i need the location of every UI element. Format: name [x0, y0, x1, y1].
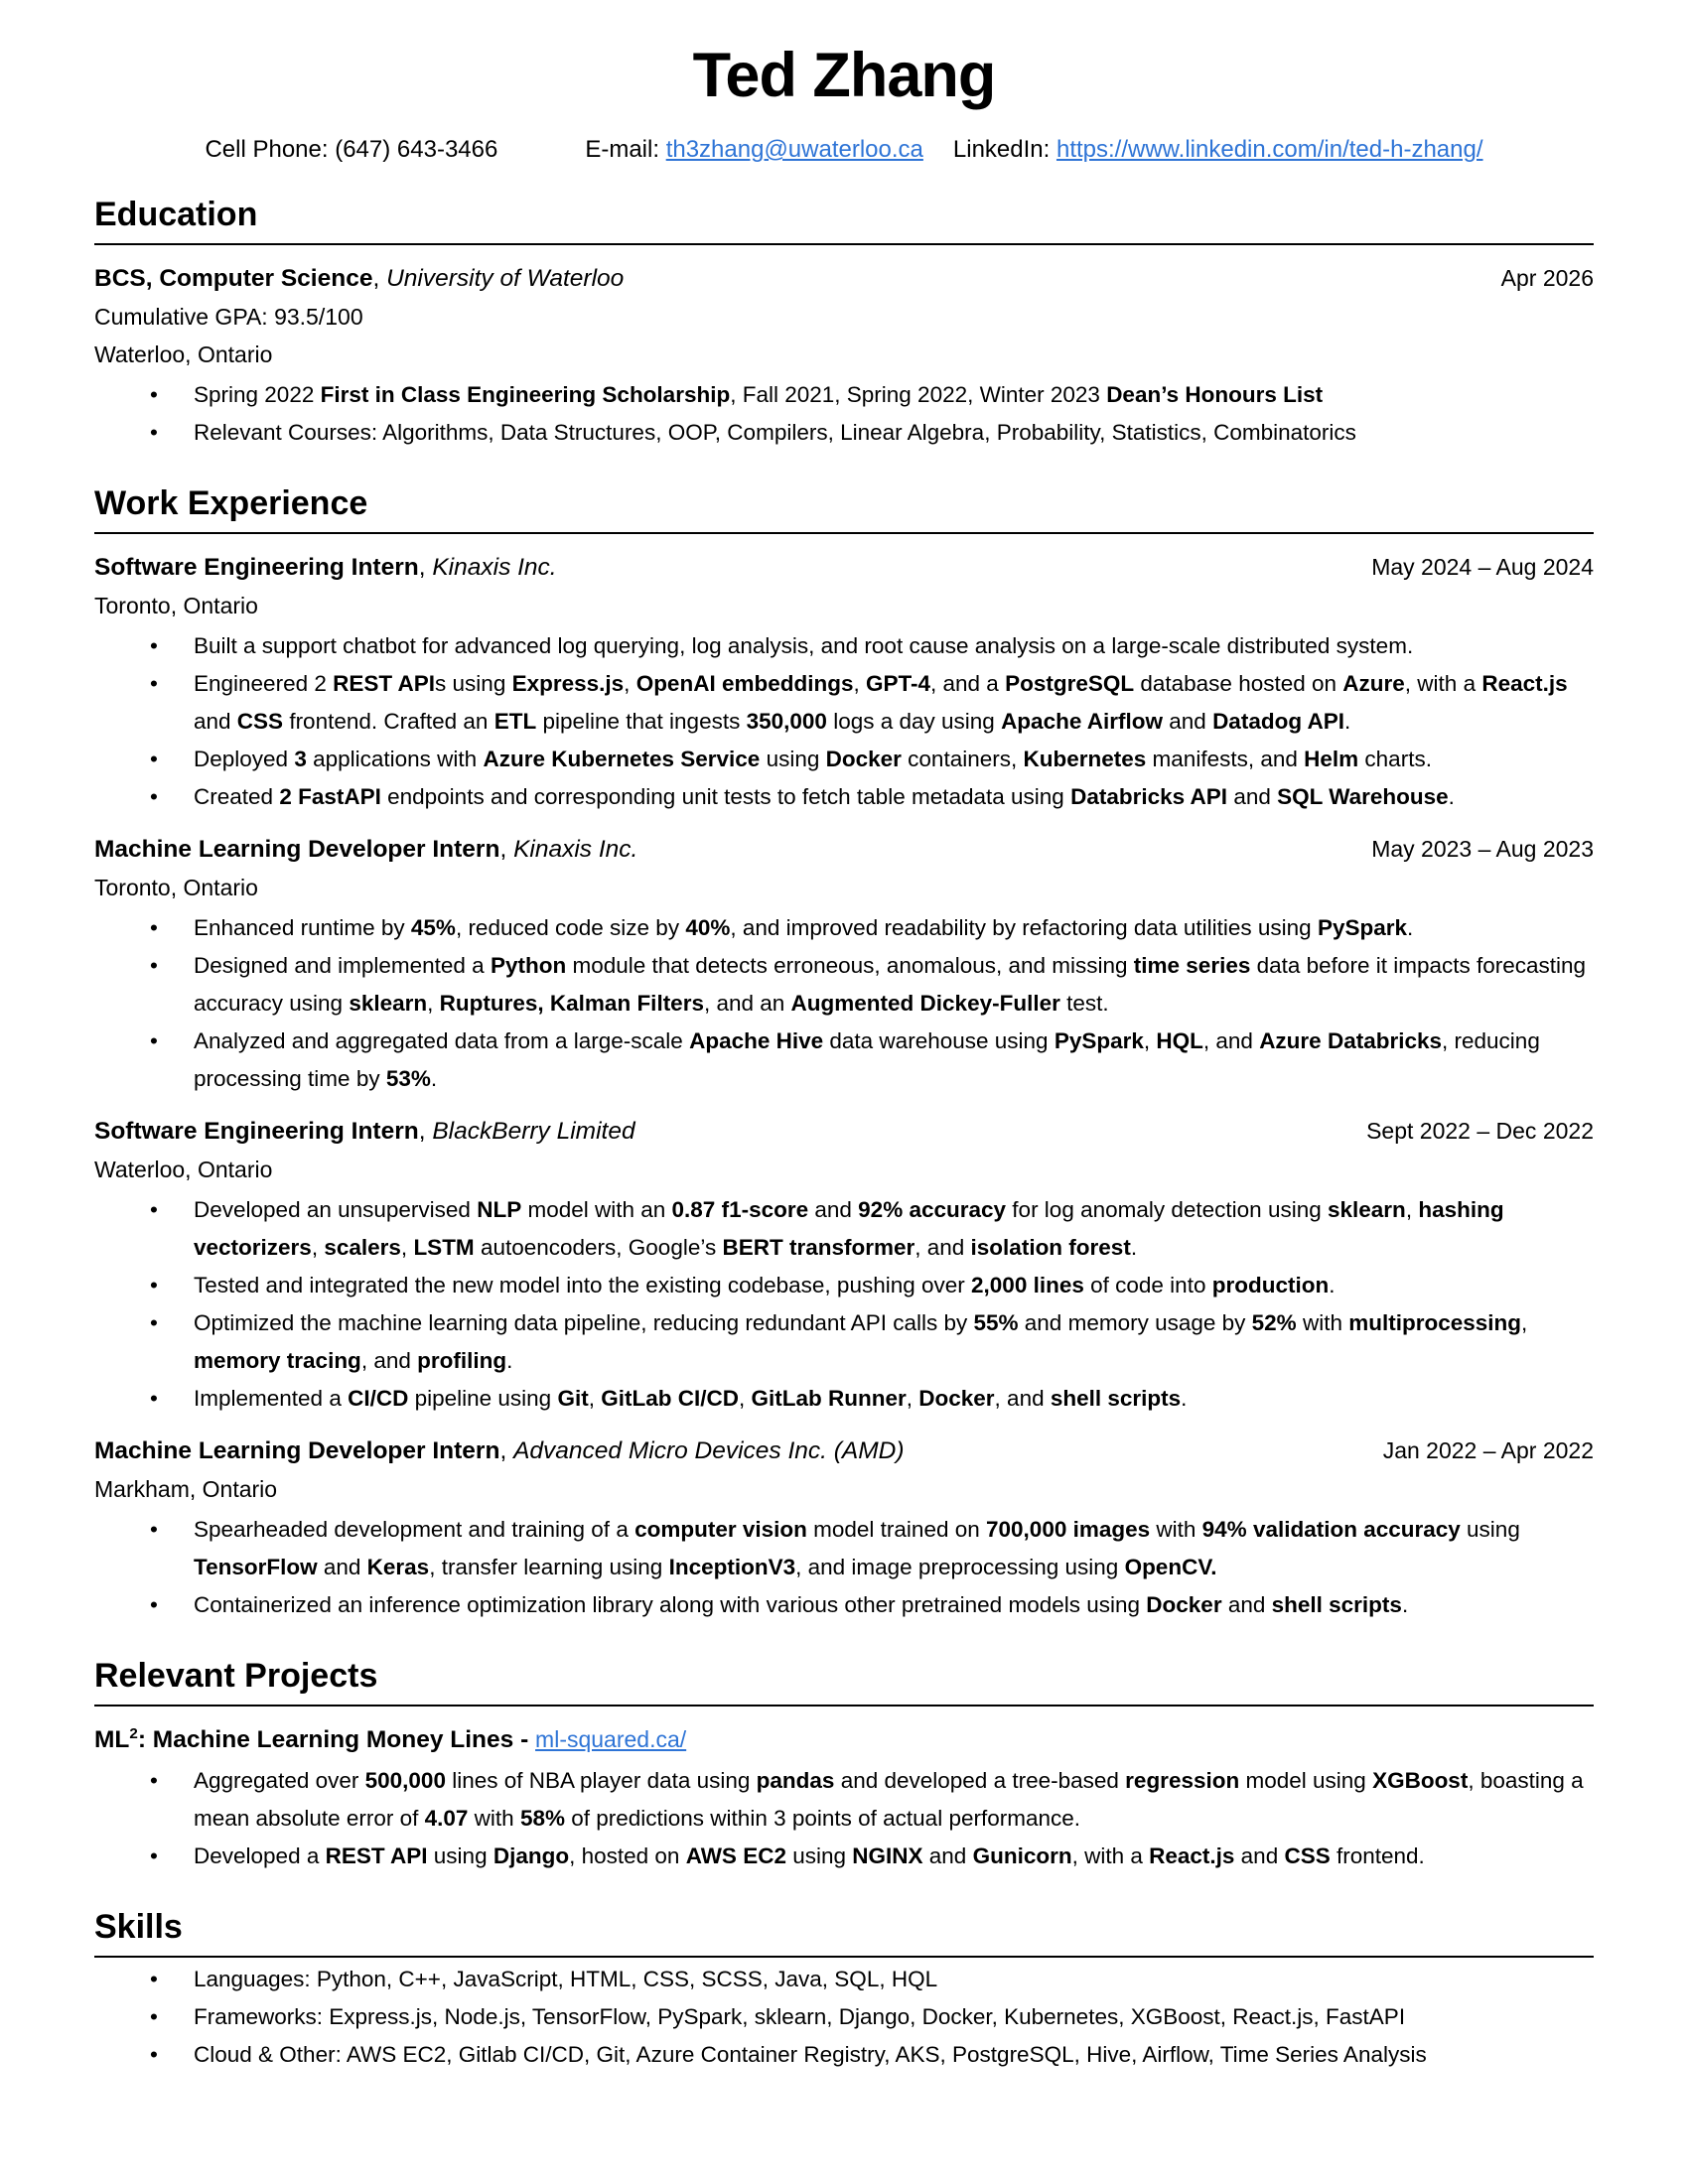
text-run: , Fall 2021, Spring 2022, Winter 2023 — [730, 382, 1107, 407]
text-run: with — [1150, 1517, 1202, 1542]
email-link[interactable]: th3zhang@uwaterloo.ca — [665, 136, 923, 163]
text-run: React.js — [1149, 1843, 1235, 1868]
section-heading: Skills — [94, 1907, 1594, 1958]
section-skills — [94, 1907, 1594, 2074]
entry-company: Kinaxis Inc. — [432, 554, 557, 581]
text-run: , — [906, 1386, 919, 1411]
entry-title-group — [94, 1113, 635, 1151]
text-run: Implemented a — [194, 1386, 349, 1411]
text-run: Azure — [1342, 671, 1405, 696]
text-run: , and image preprocessing using — [795, 1555, 1125, 1579]
text-run: manifests, and — [1146, 747, 1305, 771]
text-run: , transfer learning using — [429, 1555, 669, 1579]
text-run: 58% — [519, 1806, 565, 1831]
text-run: Optimized the machine learning data pipeline, reducing redundant API calls by — [194, 1310, 974, 1335]
text-run: Built a support chatbot for advanced log querying, log analysis, and root cause analysis on a large-scale distributed system. — [194, 633, 1414, 658]
text-run: 52% — [1251, 1310, 1297, 1335]
entry-header — [94, 259, 1594, 298]
entry-title: Software Engineering Intern — [94, 1118, 419, 1145]
text-run: Keras — [366, 1555, 430, 1579]
text-run: Kubernetes — [1023, 747, 1147, 771]
entry-subline: Waterloo, Ontario — [94, 341, 273, 367]
text-run: : Machine Learning Money Lines - — [137, 1726, 536, 1753]
text-run: Docker — [918, 1386, 995, 1411]
text-run: Frameworks: Express.js, Node.js, TensorFlow, PySpark, sklearn, Django, Docker, Kubernetes, XGBoost, React.js, FastAPI — [194, 2004, 1406, 2029]
text-run: and — [1163, 709, 1213, 734]
text-run: Augmented Dickey-Fuller — [790, 991, 1060, 1016]
text-run: Relevant Courses: Algorithms, Data Structures, OOP, Compilers, Linear Algebra, Probability, Statistics, Combinatorics — [194, 420, 1356, 445]
text-run: Docker — [1146, 1592, 1222, 1617]
text-run: . — [506, 1348, 513, 1373]
entry-date: Apr 2026 — [1500, 265, 1594, 291]
text-run: pipeline using — [408, 1386, 558, 1411]
text-run: test. — [1059, 991, 1109, 1016]
text-run: HQL — [1156, 1028, 1203, 1053]
text-run: , — [1521, 1310, 1528, 1335]
text-run: logs a day using — [826, 709, 1002, 734]
text-run: hashing vectorizers — [194, 1197, 1504, 1260]
text-run: OpenAI embeddings — [635, 671, 854, 696]
section-relevant-projects — [94, 1656, 1594, 1875]
entry-subline: Toronto, Ontario — [94, 875, 258, 900]
entry-header — [94, 1112, 1594, 1151]
bullet-item — [194, 665, 1594, 741]
text-run: Apache Airflow — [1001, 709, 1164, 734]
entry-company: BlackBerry Limited — [432, 1118, 635, 1145]
text-run: and memory usage by — [1018, 1310, 1252, 1335]
text-run: endpoints and corresponding unit tests to fetch table metadata using — [380, 784, 1071, 809]
text-run: Azure Databricks — [1259, 1028, 1443, 1053]
text-run: using — [785, 1843, 853, 1868]
text-run: 2,000 lines — [971, 1273, 1084, 1297]
text-run: database hosted on — [1134, 671, 1343, 696]
text-run: , reduced code size by — [455, 915, 686, 940]
bullet-item — [194, 2036, 1594, 2074]
linkedin-link[interactable]: https://www.linkedin.com/in/ted-h-zhang/ — [1055, 136, 1483, 163]
bullet-item — [194, 1023, 1594, 1098]
bullet-item — [194, 1838, 1594, 1875]
text-run: scalers — [324, 1235, 401, 1260]
entry-title-separator: , — [499, 1437, 514, 1464]
text-run: BERT transformer — [722, 1235, 915, 1260]
entry — [94, 1961, 1594, 2074]
text-run: and — [317, 1555, 367, 1579]
text-run: 500,000 — [364, 1768, 446, 1793]
text-run: and — [808, 1197, 859, 1222]
entry-title: BCS, Computer Science — [94, 265, 373, 292]
text-run: . — [1401, 1592, 1409, 1617]
section-heading: Work Experience — [94, 483, 1594, 534]
text-run: CI/CD — [348, 1386, 409, 1411]
text-run: frontend. — [1330, 1843, 1425, 1868]
text-run: , with a — [1404, 671, 1482, 696]
text-run: s using — [435, 671, 512, 696]
text-run: memory tracing — [194, 1348, 361, 1373]
text-run: Spearheaded development and training of a — [194, 1517, 635, 1542]
entry-company: University of Waterloo — [386, 265, 625, 292]
text-run: Developed an unsupervised — [194, 1197, 478, 1222]
bullet-item — [194, 1380, 1594, 1418]
entry-title-separator: , — [499, 836, 514, 863]
text-run: . — [1130, 1235, 1138, 1260]
text-run: Languages: Python, C++, JavaScript, HTML, CSS, SCSS, Java, SQL, HQL — [194, 1967, 938, 1991]
text-run: , and — [360, 1348, 418, 1373]
bullet-item — [194, 1267, 1594, 1304]
entry-header — [94, 830, 1594, 869]
entry-date: Jan 2022 – Apr 2022 — [1382, 1437, 1594, 1463]
entry — [94, 1112, 1594, 1418]
text-run: Datadog API — [1212, 709, 1344, 734]
entry-company: Advanced Micro Devices Inc. (AMD) — [513, 1437, 905, 1464]
text-run: PostgreSQL — [1005, 671, 1135, 696]
bullet-item — [194, 1961, 1594, 1998]
text-run: with — [1296, 1310, 1349, 1335]
bullet-item — [194, 1191, 1594, 1267]
text-run: Deployed — [194, 747, 295, 771]
text-run: REST API — [333, 671, 436, 696]
text-run: , boasting a mean absolute error of — [194, 1768, 1584, 1831]
text-run: PySpark — [1054, 1028, 1144, 1053]
text-run: , and — [1202, 1028, 1260, 1053]
text-run: shell scripts — [1271, 1592, 1402, 1617]
text-run: , — [311, 1235, 325, 1260]
bullet-item — [194, 1304, 1594, 1380]
text-run: TensorFlow — [194, 1555, 318, 1579]
name-heading: Ted Zhang — [692, 41, 996, 110]
text-run: 53% — [385, 1066, 431, 1091]
text-run: , — [853, 671, 866, 696]
text-run: 0.87 f1-score — [671, 1197, 809, 1222]
text-run: . — [1181, 1386, 1188, 1411]
entry-subline: Cumulative GPA: 93.5/100 — [94, 304, 363, 330]
entry-title-separator: , — [372, 265, 387, 292]
text-run: , — [588, 1386, 602, 1411]
bullet-item — [194, 947, 1594, 1023]
text-run: frontend. Crafted an — [283, 709, 494, 734]
text-run: PySpark — [1317, 915, 1408, 940]
text-run: using — [427, 1843, 493, 1868]
text-run: . — [430, 1066, 438, 1091]
text-run: Tested and integrated the new model into the existing codebase, pushing over — [194, 1273, 972, 1297]
text-run: Spring 2022 — [194, 382, 321, 407]
text-run: NGINX — [852, 1843, 923, 1868]
text-run: GitLab Runner — [751, 1386, 907, 1411]
text-run: ETL — [493, 709, 537, 734]
text-run: Engineered 2 — [194, 671, 334, 696]
entry-header — [94, 1432, 1594, 1470]
text-run: , — [400, 1235, 414, 1260]
text-run: InceptionV3 — [668, 1555, 796, 1579]
text-run: data warehouse using — [823, 1028, 1055, 1053]
entry-title: Software Engineering Intern — [94, 554, 419, 581]
text-run: sklearn — [1328, 1197, 1406, 1222]
text-run: Databricks API — [1070, 784, 1228, 809]
section-work-experience — [94, 483, 1594, 1624]
text-run: 40% — [685, 915, 731, 940]
text-run: Analyzed and aggregated data from a large-scale — [194, 1028, 690, 1053]
text-run: 94% validation accuracy — [1201, 1517, 1461, 1542]
text-run: lines of NBA player data using — [445, 1768, 757, 1793]
text-run: , — [624, 671, 636, 696]
text-run: , and — [914, 1235, 971, 1260]
text-run: , and an — [703, 991, 791, 1016]
text-run: pandas — [756, 1768, 835, 1793]
bullet-list — [94, 909, 1594, 1098]
bullet-list — [94, 627, 1594, 816]
bullet-item — [194, 909, 1594, 947]
text-run: First in Class Engineering Scholarship — [320, 382, 731, 407]
bullet-item — [194, 414, 1594, 452]
text-run: ML — [94, 1726, 130, 1753]
text-run: . — [1344, 709, 1351, 734]
text-run: containers, — [901, 747, 1024, 771]
text-run: Apache Hive — [689, 1028, 824, 1053]
entry-title-group — [94, 1433, 905, 1470]
text-run: 92% accuracy — [858, 1197, 1007, 1222]
entry-title: Machine Learning Developer Intern — [94, 1437, 500, 1464]
text-run: . — [1329, 1273, 1336, 1297]
text-run: module that detects erroneous, anomalous, and missing — [566, 953, 1134, 978]
text-run: model using — [1239, 1768, 1373, 1793]
text-run: Designed and implemented a — [194, 953, 491, 978]
text-run: , — [1143, 1028, 1157, 1053]
bullet-item — [194, 1762, 1594, 1838]
text-run: LSTM — [413, 1235, 475, 1260]
text-run: using — [1460, 1517, 1520, 1542]
text-run: . — [1448, 784, 1455, 809]
bullet-item — [194, 1998, 1594, 2036]
text-run: , and a — [930, 671, 1006, 696]
text-run: Gunicorn — [972, 1843, 1072, 1868]
text-run: , with a — [1071, 1843, 1150, 1868]
text-run: pipeline that ingests — [536, 709, 747, 734]
text-run: GitLab CI/CD — [601, 1386, 739, 1411]
text-run: 45% — [410, 915, 456, 940]
entry — [94, 1720, 1594, 1875]
text-run: autoencoders, Google’s — [474, 1235, 723, 1260]
text-run: Created — [194, 784, 280, 809]
text-run: and — [194, 709, 237, 734]
text-run: , — [427, 991, 440, 1016]
text-run: GPT-4 — [865, 671, 931, 696]
entry-title-separator: , — [418, 554, 433, 581]
entry-title-separator: , — [418, 1118, 433, 1145]
text-run: regression — [1125, 1768, 1240, 1793]
text-run: of predictions within 3 points of actual performance. — [564, 1806, 1081, 1831]
text-run: 55% — [973, 1310, 1019, 1335]
entry — [94, 548, 1594, 816]
entry-subline: Waterloo, Ontario — [94, 1157, 273, 1182]
text-run: and developed a tree-based — [834, 1768, 1126, 1793]
text-run: of code into — [1083, 1273, 1212, 1297]
text-run: using — [760, 747, 826, 771]
text-run: Python — [490, 953, 567, 978]
entry-subline: Toronto, Ontario — [94, 593, 258, 618]
text-run: for log anomaly detection using — [1006, 1197, 1328, 1222]
text-run: , — [738, 1386, 752, 1411]
text-run: 2 — [129, 1724, 138, 1742]
text-run: , — [1405, 1197, 1419, 1222]
entry — [94, 830, 1594, 1098]
text-run: 3 — [294, 747, 307, 771]
text-run: data before it impacts forecasting accuracy using — [194, 953, 1587, 1016]
text-run: , and improved readability by refactoring data utilities using — [730, 915, 1318, 940]
section-education — [94, 195, 1594, 452]
bullet-list — [94, 376, 1594, 452]
section-heading: Education — [94, 195, 1594, 245]
text-run: model trained on — [806, 1517, 987, 1542]
bullet-list — [94, 1961, 1594, 2074]
text-run: Azure Kubernetes Service — [483, 747, 761, 771]
bullet-item — [194, 1511, 1594, 1586]
text-run: and — [1234, 1843, 1285, 1868]
text-run: shell scripts — [1050, 1386, 1182, 1411]
text-run: and — [922, 1843, 973, 1868]
bullet-item — [194, 1586, 1594, 1624]
text-run: 350,000 — [746, 709, 827, 734]
entry-company: Kinaxis Inc. — [513, 836, 638, 863]
bullet-list — [94, 1511, 1594, 1624]
entry — [94, 259, 1594, 452]
text-run: model with an — [521, 1197, 672, 1222]
text-run: Ruptures, Kalman Filters — [439, 991, 704, 1016]
bullet-item — [194, 778, 1594, 816]
text-run: profiling — [417, 1348, 507, 1373]
text-run: CSS — [236, 709, 284, 734]
text-run: AWS EC2 — [685, 1843, 786, 1868]
sections-container — [94, 195, 1594, 2074]
entry-title-group — [94, 549, 557, 587]
text-run: . — [1407, 915, 1414, 940]
text-run: Helm — [1304, 747, 1359, 771]
text-run: and — [1221, 1592, 1272, 1617]
phone-text: Cell Phone: (647) 643-3466 — [205, 136, 498, 163]
email-label: E-mail: — [585, 136, 666, 163]
text-run: time series — [1133, 953, 1251, 978]
entry-title: Machine Learning Developer Intern — [94, 836, 500, 863]
bullet-item — [194, 741, 1594, 778]
text-run: REST API — [325, 1843, 428, 1868]
text-run: and — [1227, 784, 1278, 809]
text-run: CSS — [1284, 1843, 1331, 1868]
text-run: computer vision — [634, 1517, 807, 1542]
text-run: 2 FastAPI — [279, 784, 381, 809]
text-run: production — [1211, 1273, 1330, 1297]
text-run: NLP — [477, 1197, 522, 1222]
text-run: , reducing processing time by — [194, 1028, 1540, 1091]
text-run: 700,000 images — [986, 1517, 1151, 1542]
email-group — [585, 135, 923, 165]
text-run: XGBoost — [1372, 1768, 1469, 1793]
entry-header — [94, 1720, 1594, 1759]
text-run: Containerized an inference optimization library along with various other pretrained models using — [194, 1592, 1147, 1617]
text-run: Developed a — [194, 1843, 326, 1868]
bullet-list — [94, 1191, 1594, 1418]
text-run: SQL Warehouse — [1277, 784, 1449, 809]
text-run: applications with — [306, 747, 484, 771]
text-run: React.js — [1481, 671, 1568, 696]
text-run: isolation forest — [970, 1235, 1131, 1260]
entry — [94, 1432, 1594, 1624]
text-run: Express.js — [511, 671, 625, 696]
entry-date: May 2024 – Aug 2024 — [1371, 554, 1594, 580]
text-run: Docker — [825, 747, 902, 771]
entry-title-group — [94, 831, 637, 869]
linkedin-label: LinkedIn: — [952, 136, 1056, 163]
text-run: sklearn — [349, 991, 428, 1016]
text-run: Django — [492, 1843, 570, 1868]
entry-header — [94, 548, 1594, 587]
text-run: with — [468, 1806, 520, 1831]
text-run: Cloud & Other: AWS EC2, Gitlab CI/CD, Git, Azure Container Registry, AKS, PostgreSQL, Hive, Airflow, Time Series Analysis — [194, 2042, 1427, 2067]
bullet-item — [194, 376, 1594, 414]
bullet-list — [94, 1762, 1594, 1875]
text-run: , and — [994, 1386, 1051, 1411]
bullet-item — [194, 627, 1594, 665]
entry-date: Sept 2022 – Dec 2022 — [1366, 1118, 1594, 1144]
text-run: OpenCV. — [1124, 1555, 1217, 1579]
text-run: charts. — [1358, 747, 1432, 771]
inline-link[interactable]: ml-squared.ca/ — [535, 1726, 687, 1752]
text-run: Git — [557, 1386, 589, 1411]
text-run: Enhanced runtime by — [194, 915, 411, 940]
entry-subline: Markham, Ontario — [94, 1476, 278, 1502]
text-run: Aggregated over — [194, 1768, 365, 1793]
entry-title-group — [94, 260, 624, 298]
text-run: Dean’s Honours List — [1106, 382, 1324, 407]
linkedin-group — [953, 135, 1483, 165]
text-run: , hosted on — [569, 1843, 686, 1868]
text-run: 4.07 — [424, 1806, 469, 1831]
entry-date: May 2023 – Aug 2023 — [1371, 836, 1594, 862]
section-heading: Relevant Projects — [94, 1656, 1594, 1706]
entry-title-group — [94, 1720, 686, 1759]
text-run: multiprocessing — [1348, 1310, 1522, 1335]
contact-line — [94, 135, 1594, 165]
